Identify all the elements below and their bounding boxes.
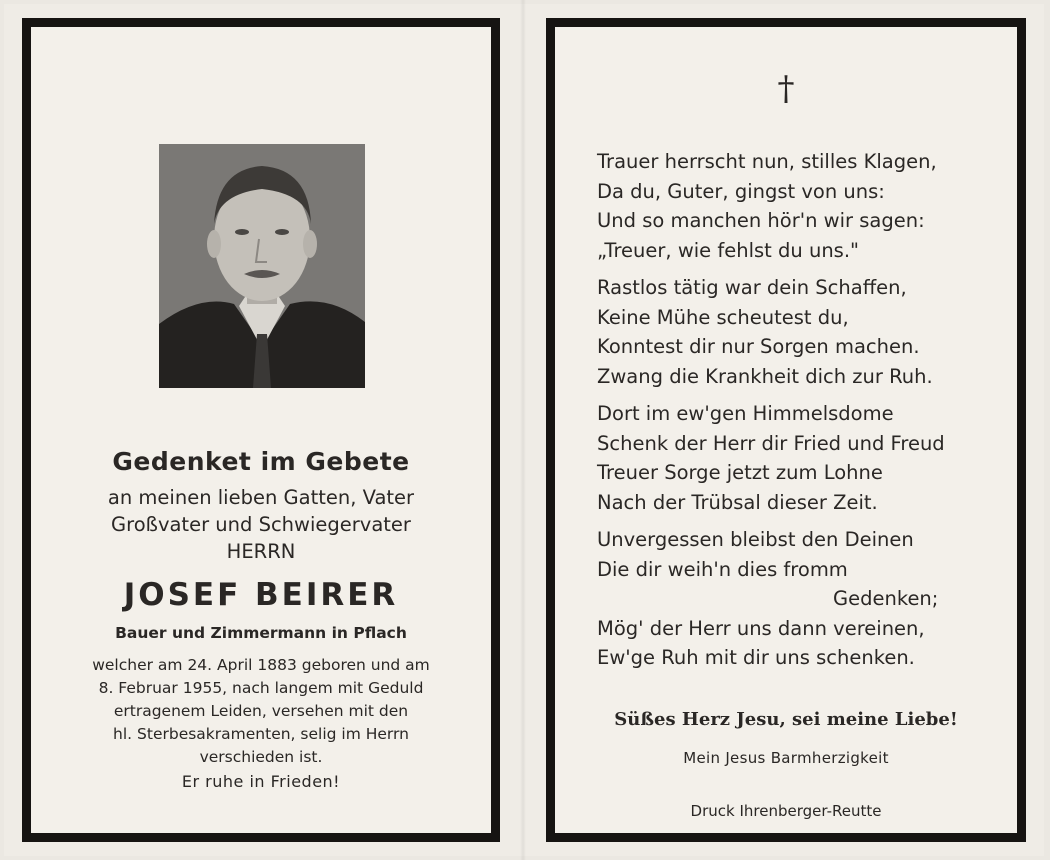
portrait-photo <box>159 144 365 388</box>
poem-line: Treuer Sorge jetzt zum Lohne <box>597 461 883 484</box>
poem-line: Rastlos tätig war dein Schaffen, <box>597 276 907 299</box>
poem-stanza-1 <box>597 147 945 265</box>
memorial-poem <box>597 147 945 681</box>
biography-line: hl. Sterbesakramenten, selig im Herrn <box>113 725 409 743</box>
biography <box>31 654 491 769</box>
poem-line: Keine Mühe scheutest du, <box>597 305 849 329</box>
poem-line: Gedenken; <box>833 587 939 610</box>
poem-line: Zwang die Krankheit dich zur Ruh. <box>597 364 933 388</box>
deceased-name: JOSEF BEIRER <box>123 577 399 613</box>
poem-line: Ew'ge Ruh mit dir uns schenken. <box>597 646 915 669</box>
right-panel <box>546 18 1026 842</box>
dedication-line-2: Großvater und Schwiegervater <box>111 513 411 536</box>
poem-stanza-3 <box>597 399 945 517</box>
mercy-invocation: Mein Jesus Barmherzigkeit <box>683 749 889 767</box>
occupation: Bauer und Zimmermann in Pflach <box>115 624 407 642</box>
sacred-heart-prayer: Süßes Herz Jesu, sei meine Liebe! <box>614 709 958 730</box>
poem-line: Und so manchen hör'n wir sagen: <box>597 209 925 232</box>
honorific: HERRN <box>226 540 296 563</box>
dedication-line-1: an meinen lieben Gatten, Vater <box>107 486 415 509</box>
biography-line: welcher am 24. April 1883 geboren und am <box>92 656 430 674</box>
biography-line: ertragenem Leiden, versehen mit den <box>113 702 409 720</box>
poem-stanza-4 <box>597 525 945 673</box>
cross-icon: † <box>777 69 795 109</box>
poem-line: Da du, Guter, gingst von uns: <box>597 179 885 203</box>
poem-line: Nach der Trübsal dieser Zeit. <box>597 490 878 514</box>
poem-line: Schenk der Herr dir Fried und Freud <box>597 431 945 455</box>
card-heading: Gedenket im Gebete <box>112 447 410 476</box>
poem-line: Konntest dir nur Sorgen machen. <box>597 335 920 358</box>
poem-line: Die dir weih'n dies fromm <box>597 557 848 581</box>
poem-line: „Treuer, wie fehlst du uns." <box>597 238 860 262</box>
fold-line <box>520 0 526 860</box>
printer-credit: Druck Ihrenberger-Reutte <box>690 802 882 820</box>
left-panel <box>22 18 500 842</box>
poem-stanza-2 <box>597 273 945 391</box>
closing-blessing: Er ruhe in Frieden! <box>181 772 341 791</box>
biography-line: verschieden ist. <box>199 748 323 766</box>
biography-line: 8. Februar 1955, nach langem mit Geduld <box>98 679 424 697</box>
poem-line: Mög' der Herr uns dann vereinen, <box>597 616 925 640</box>
poem-line: Trauer herrscht nun, stilles Klagen, <box>597 150 937 173</box>
portrait-image <box>159 144 365 388</box>
poem-line: Dort im ew'gen Himmelsdome <box>597 402 894 425</box>
poem-line: Unvergessen bleibst den Deinen <box>597 528 914 551</box>
